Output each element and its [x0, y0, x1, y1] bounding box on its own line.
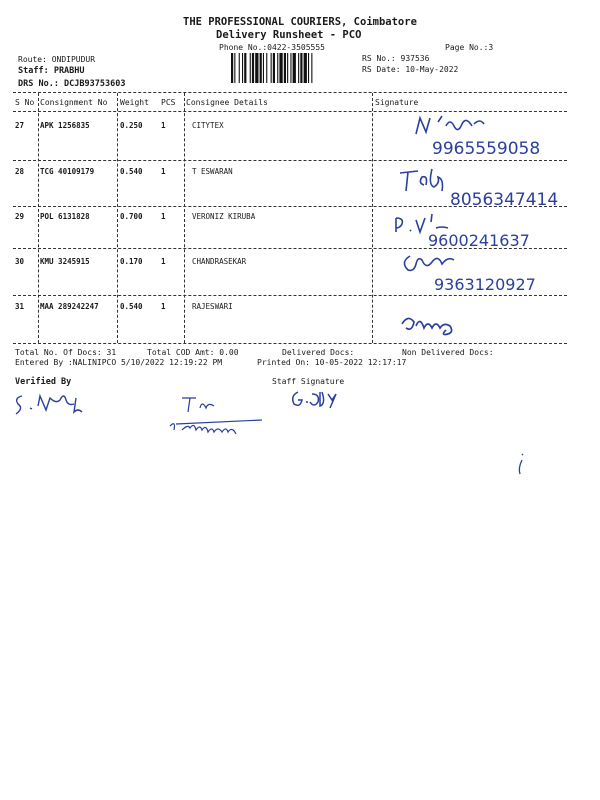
col-header-pcs: PCS — [161, 98, 176, 107]
row-weight: 0.250 — [120, 121, 143, 130]
row-consignment: TCG 40109179 — [40, 167, 95, 176]
row-sno: 31 — [15, 302, 25, 311]
row-consignment: APK 1256835 — [40, 121, 90, 130]
row-consignment: MAA 289242247 — [40, 302, 99, 311]
table-top-rule — [13, 92, 567, 93]
signature-phone-row-27: 9965559058 — [432, 139, 541, 159]
staff-signature-label: Staff Signature — [272, 377, 345, 386]
row-weight: 0.170 — [120, 257, 143, 266]
row-weight: 0.540 — [120, 167, 143, 176]
signature-row-27 — [412, 112, 562, 160]
row-sno: 28 — [15, 167, 25, 176]
row-consignee: VERONIZ KIRUBA — [192, 212, 256, 221]
delivered-docs: Delivered Docs: — [282, 348, 355, 357]
signature-phone-row-29: 9600241637 — [428, 231, 530, 250]
col-header-consignee: Consignee Details — [186, 98, 268, 107]
verifier-signature — [12, 390, 92, 416]
signature-row-29 — [392, 210, 542, 250]
row-pcs: 1 — [161, 121, 166, 130]
verified-by-label: Verified By — [15, 377, 72, 387]
row-weight: 0.700 — [120, 212, 143, 221]
col-header-sno: S No — [15, 98, 35, 107]
row-consignee: T ESWARAN — [192, 167, 233, 176]
page-number: Page No.:3 — [445, 43, 494, 52]
row-weight: 0.540 — [120, 302, 143, 311]
row-pcs: 1 — [161, 302, 166, 311]
column-divider — [184, 93, 185, 343]
table-bottom-rule — [13, 343, 567, 344]
staff: Staff: PRABHU — [18, 66, 85, 76]
company-name: THE PROFESSIONAL COURIERS, Coimbatore — [183, 16, 417, 28]
non-delivered-docs: Non Delivered Docs: — [402, 348, 494, 357]
row-consignee: CITYTEX — [192, 121, 224, 130]
col-header-weight: Weight — [120, 98, 149, 107]
sheet-title: Delivery Runsheet - PCO — [216, 29, 362, 41]
column-divider — [117, 93, 118, 343]
verifier-signature-2 — [160, 394, 270, 440]
col-header-consignment: Consignment No — [40, 98, 108, 107]
row-pcs: 1 — [161, 167, 166, 176]
row-sno: 30 — [15, 257, 25, 266]
signature-row-28 — [398, 163, 568, 208]
total-cod: Total COD Amt: 0.00 — [147, 348, 239, 357]
row-sno: 29 — [15, 212, 25, 221]
column-divider — [372, 93, 373, 343]
row-consignment: POL 6131828 — [40, 212, 90, 221]
entered-by: Entered By :NALINIPCO 5/10/2022 12:19:22 PM — [15, 358, 223, 367]
phone-number: Phone No.:0422-3505555 — [219, 43, 325, 52]
row-divider — [13, 160, 567, 161]
column-divider — [38, 93, 39, 343]
signature-phone-row-28: 8056347414 — [450, 190, 559, 208]
total-docs: Total No. Of Docs: 31 — [15, 348, 117, 357]
row-sno: 27 — [15, 121, 25, 130]
signature-phone-row-30: 9363120927 — [434, 275, 536, 294]
signature-row-30 — [400, 248, 550, 296]
row-consignee: CHANDRASEKAR — [192, 257, 247, 266]
row-consignee: RAJESWARI — [192, 302, 233, 311]
row-pcs: 1 — [161, 257, 166, 266]
route: Route: ONDIPUDUR — [18, 55, 96, 64]
signature-row-31 — [398, 310, 468, 338]
rs-date: RS Date: 10-May-2022 — [362, 65, 459, 74]
rs-number: RS No.: 937536 — [362, 54, 430, 63]
row-pcs: 1 — [161, 212, 166, 221]
staff-signature — [290, 388, 350, 410]
col-header-signature: Signature — [375, 98, 419, 107]
drs-number: DRS No.: DCJB93753603 — [18, 79, 126, 89]
barcode-image — [231, 53, 339, 83]
printed-on: Printed On: 10-05-2022 12:17:17 — [257, 358, 407, 367]
stray-pen-mark — [516, 452, 526, 476]
row-consignment: KMU 3245915 — [40, 257, 90, 266]
